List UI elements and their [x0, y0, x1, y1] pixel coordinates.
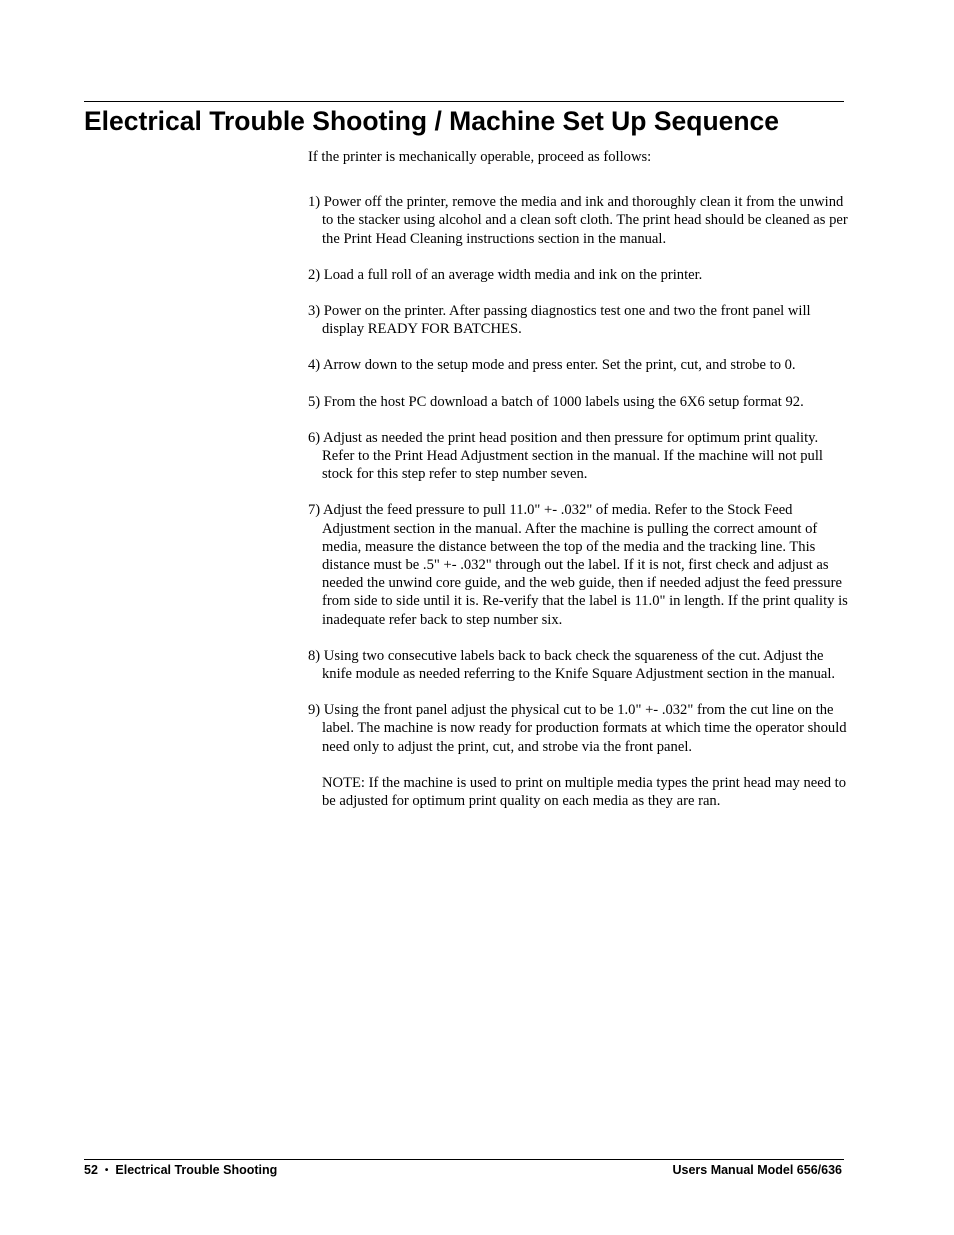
footer-rule — [84, 1159, 844, 1160]
step-1: 1) Power off the printer, remove the media and ink and thoroughly clean it from the unwind to the stacker using alcohol and a clean soft cloth. The print head should be cleaned as per the Print Head Cleaning instructions section in the manual. — [308, 194, 848, 247]
note-paragraph: NOTE: If the machine is used to print on multiple media types the print head may need to be adjusted for optimum print quality on each media as they are ran. — [322, 774, 847, 810]
body-text — [308, 148, 848, 810]
page-number: 52 — [84, 1163, 98, 1177]
footer-section-title: Electrical Trouble Shooting — [115, 1163, 278, 1177]
header-rule — [84, 101, 844, 102]
step-6: 6) Adjust as needed the print head position and then pressure for optimum print quality. Refer to the Print Head Adjustment section in the manual. If the machine will not pull stock for this step refer to step number seven. — [308, 429, 823, 483]
step-9: 9) Using the front panel adjust the physical cut to be 1.0" +- .032" from the cut line on the label. The machine is now ready for production formats at which time the operator should need only to adjust the print, cut, and strobe via the front panel. — [308, 702, 847, 755]
step-5: 5) From the host PC download a batch of 1000 labels using the 6X6 setup format 92. — [308, 393, 804, 410]
step-7: 7) Adjust the feed pressure to pull 11.0" +- .032" of media. Refer to the Stock Feed Adjustment section in the manual. After the machine is pulling the correct amount of media, measure the distance between the top of the media and the tracking line. This distance must be .5" +- .032" through out the label. If it is not, first check and adjust as needed the unwind core guide, and the web guide, then if needed adjust the feed pressure from side to side until it is. Re-verify that the label is 11.0" in length. If the print quality is inadequate refer back to step number six. — [308, 502, 848, 628]
step-2: 2) Load a full roll of an average width media and ink on the printer. — [308, 266, 703, 283]
page-footer — [84, 1162, 842, 1179]
intro-paragraph: If the printer is mechanically operable, proceed as follows: — [308, 149, 652, 165]
bullet-separator: • — [104, 1165, 109, 1176]
footer-manual-title: Users Manual Model 656/636 — [672, 1163, 842, 1177]
footer-left — [84, 1162, 277, 1179]
step-3: 3) Power on the printer. After passing diagnostics test one and two the front panel will display READY FOR BATCHES. — [308, 303, 811, 338]
step-8: 8) Using two consecutive labels back to back check the squareness of the cut. Adjust the knife module as needed referring to the Knife Square Adjustment section in the manual. — [308, 647, 836, 683]
page-title: Electrical Trouble Shooting / Machine Set Up Sequence — [84, 106, 780, 136]
step-4: 4) Arrow down to the setup mode and press enter. Set the print, cut, and strobe to 0. — [308, 357, 796, 374]
